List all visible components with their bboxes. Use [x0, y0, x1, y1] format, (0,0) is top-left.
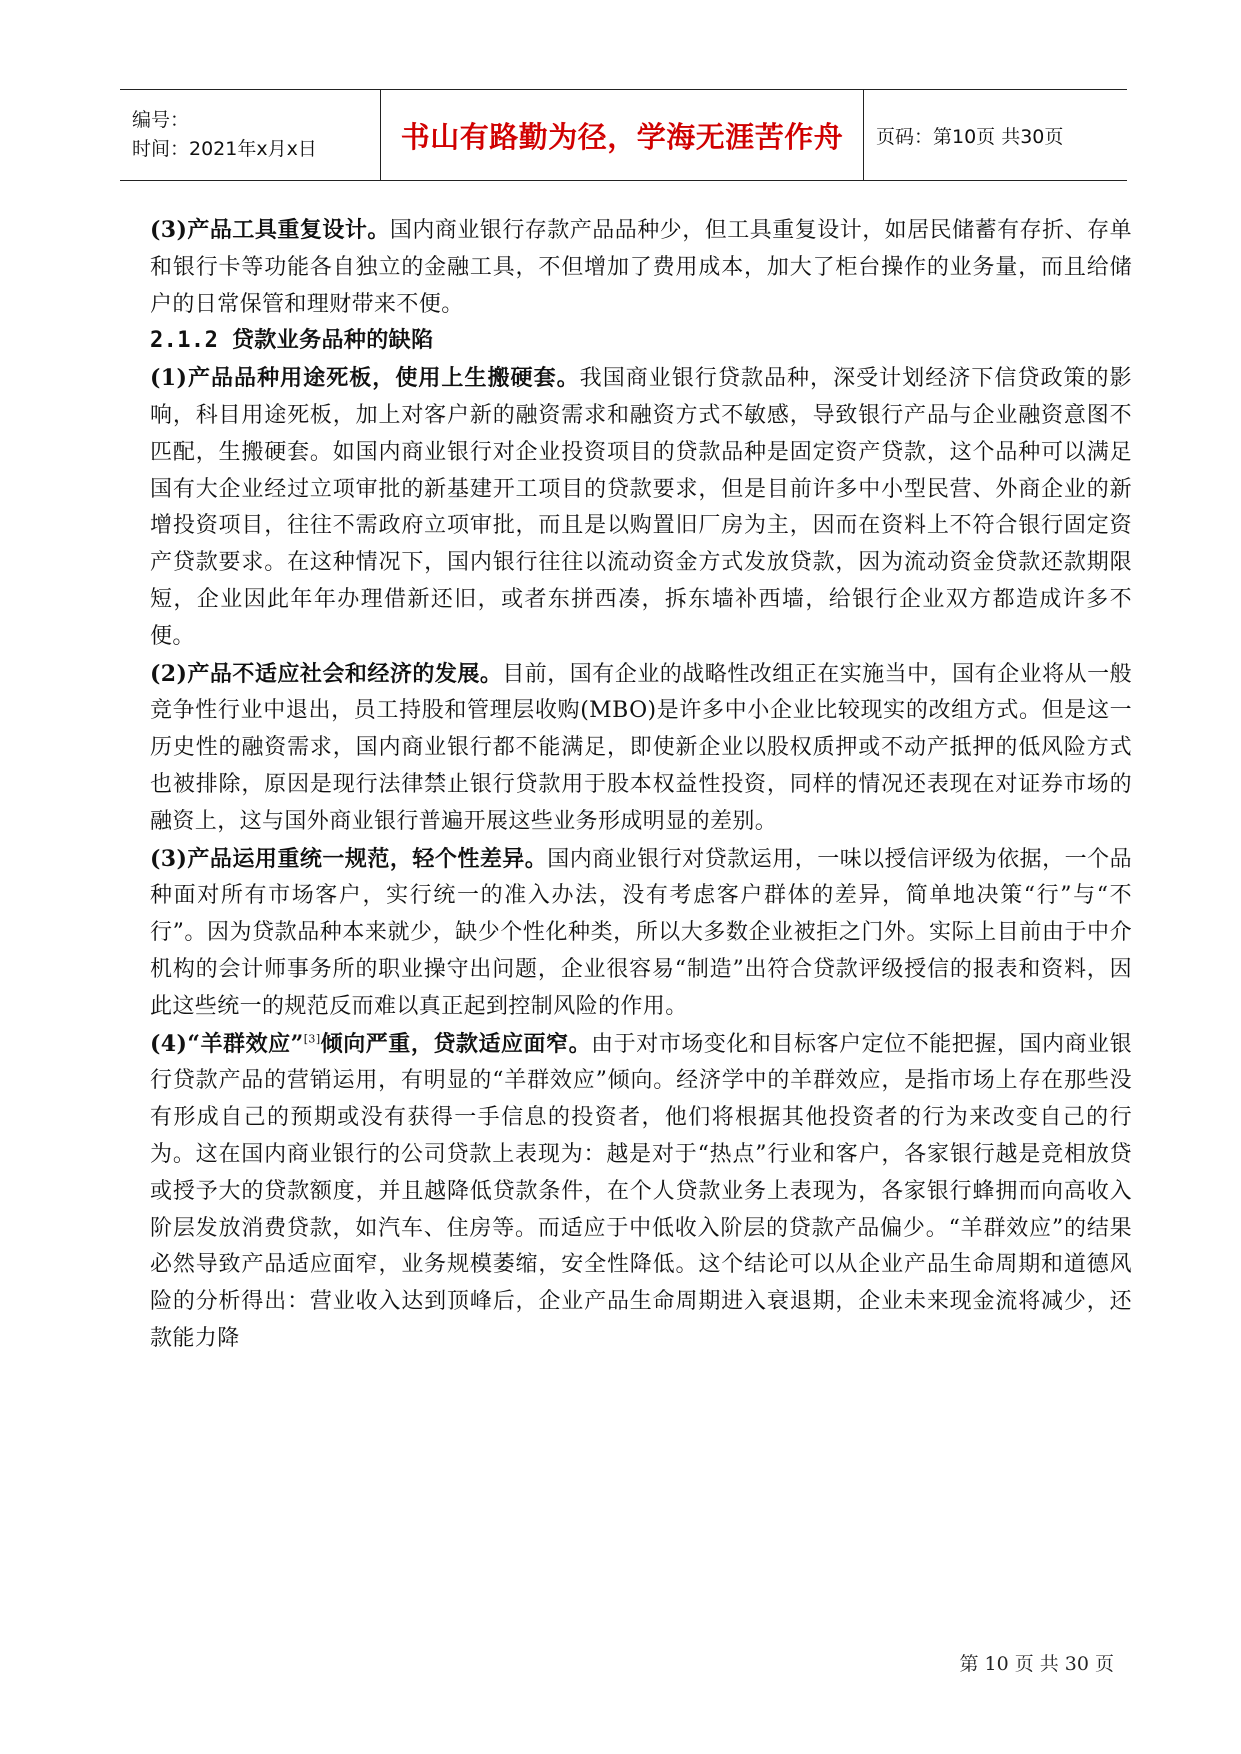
- paragraph-heading-continued: 倾向严重，贷款适应面窄。: [320, 1030, 592, 1057]
- paragraph-uniform-standards: [150, 841, 1132, 1026]
- section-heading: 2.1.2 贷款业务品种的缺陷: [150, 328, 434, 354]
- paragraph-heading: (3)产品运用重统一规范，轻个性差异。: [150, 845, 548, 872]
- paragraph-text: 国内商业银行存款产品品种少，但工具重复设计，如居民储蓄有存折、存单和银行卡等功能各自独立的金融工具，不但增加了费用成本，加大了柜台操作的业务量，而且给储户的日常保管和理财带来不便。: [150, 218, 1133, 317]
- paragraph-not-adapting: [150, 656, 1132, 841]
- paragraph-text: 我国商业银行贷款品种，深受计划经济下信贷政策的影响，科目用途死板，加上对客户新的融资需求和融资方式不敏感，导致银行产品与企业融资意图不匹配，生搬硬套。如国内商业银行对企业投资项目的贷款品种是固定资产贷款，这个品种可以满足国有大企业经过立项审批的新基建开工项目的贷款要求，但是目前许多中小型民营、外商企业的新增投资项目，往往不需政府立项审批，而且是以购置旧厂房为主，因而在资料上不符合银行固定资产贷款要求。在这种情况下，国内银行往往以流动资金方式发放贷款，因为流动资金贷款还款期限短，企业因此年年办理借新还旧，或者东拼西凑，拆东墙补西墙，给银行企业双方都造成许多不便。: [150, 366, 1132, 649]
- paragraph-text: 目前，国有企业的战略性改组正在实施当中，国有企业将从一般竞争性行业中退出，员工持股和管理层收购(MBO)是许多中小企业比较现实的改组方式。但是这一历史性的融资需求，国内商业银行都不能满足，即使新企业以股权质押或不动产抵押的低风险方式也被排除，原因是现行法律禁止银行贷款用于股本权益性投资，同样的情况还表现在对证券市场的融资上，这与国外商业银行普遍开展这些业务形成明显的差别。: [150, 661, 1132, 834]
- paragraph-rigid-usage: [150, 360, 1132, 655]
- header-motto: [381, 90, 864, 180]
- paragraph-herd-effect: [150, 1026, 1132, 1358]
- paragraph-text: 由于对市场变化和目标客户定位不能把握，国内商业银行贷款产品的营销运用，有明显的“羊群效应”倾向。经济学中的羊群效应，是指市场上存在那些没有形成自己的预期或没有获得一手信息的投资者，他们将根据其他投资者的行为来改变自己的行为。这在国内商业银行的公司贷款上表现为：越是对于“热点”行业和客户，各家银行越是竞相放贷或授予大的贷款额度，并且越降低贷款条件，在个人贷款业务上表现为，各家银行蜂拥而向高收入阶层发放消费贷款，如汽车、住房等。而适应于中低收入阶层的贷款产品偏少。“羊群效应”的结果必然导致产品适应面窄，业务规模萎缩，安全性降低。这个结论可以从企业产品生命周期和道德风险的分析得出：营业收入达到顶峰后，企业产品生命周期进入衰退期，企业未来现金流将减少，还款能力降: [150, 1031, 1132, 1351]
- header-meta: [120, 90, 381, 180]
- page-number-text: 页码：第10页 共30页: [876, 125, 1064, 148]
- document-body: [150, 212, 1132, 1358]
- citation-superscript: [3]: [303, 1032, 321, 1046]
- document-header: [120, 89, 1127, 181]
- paragraph-text: 国内商业银行对贷款运用，一味以授信评级为依据，一个品种面对所有市场客户，实行统一的准入办法，没有考虑客户群体的差异，简单地决策“行”与“不行”。因为贷款品种本来就少，缺少个性化种类，所以大多数企业被拒之门外。实际上目前由于中介机构的会计师事务所的职业操守出问题，企业很容易“制造”出符合贷款评级授信的报表和资料，因此这些统一的规范反而难以真正起到控制风险的作用。: [150, 846, 1132, 1019]
- document-date: 时间：2021年x月x日: [132, 138, 317, 160]
- paragraph-heading: (1)产品品种用途死板，使用上生搬硬套。: [150, 365, 580, 392]
- document-number-label: 编号：: [132, 109, 190, 131]
- motto-text: 书山有路勤为径，学海无涯苦作舟: [400, 119, 844, 154]
- paragraph-heading: (3)产品工具重复设计。: [150, 217, 390, 243]
- paragraph-heading: (2)产品不适应社会和经济的发展。: [150, 660, 503, 687]
- paragraph-product-tool-redundancy: [150, 212, 1132, 323]
- header-page-number: [864, 90, 1127, 180]
- paragraph-heading: (4)“羊群效应”: [150, 1030, 304, 1057]
- page-footer: 第 10 页 共 30 页: [959, 1653, 1114, 1675]
